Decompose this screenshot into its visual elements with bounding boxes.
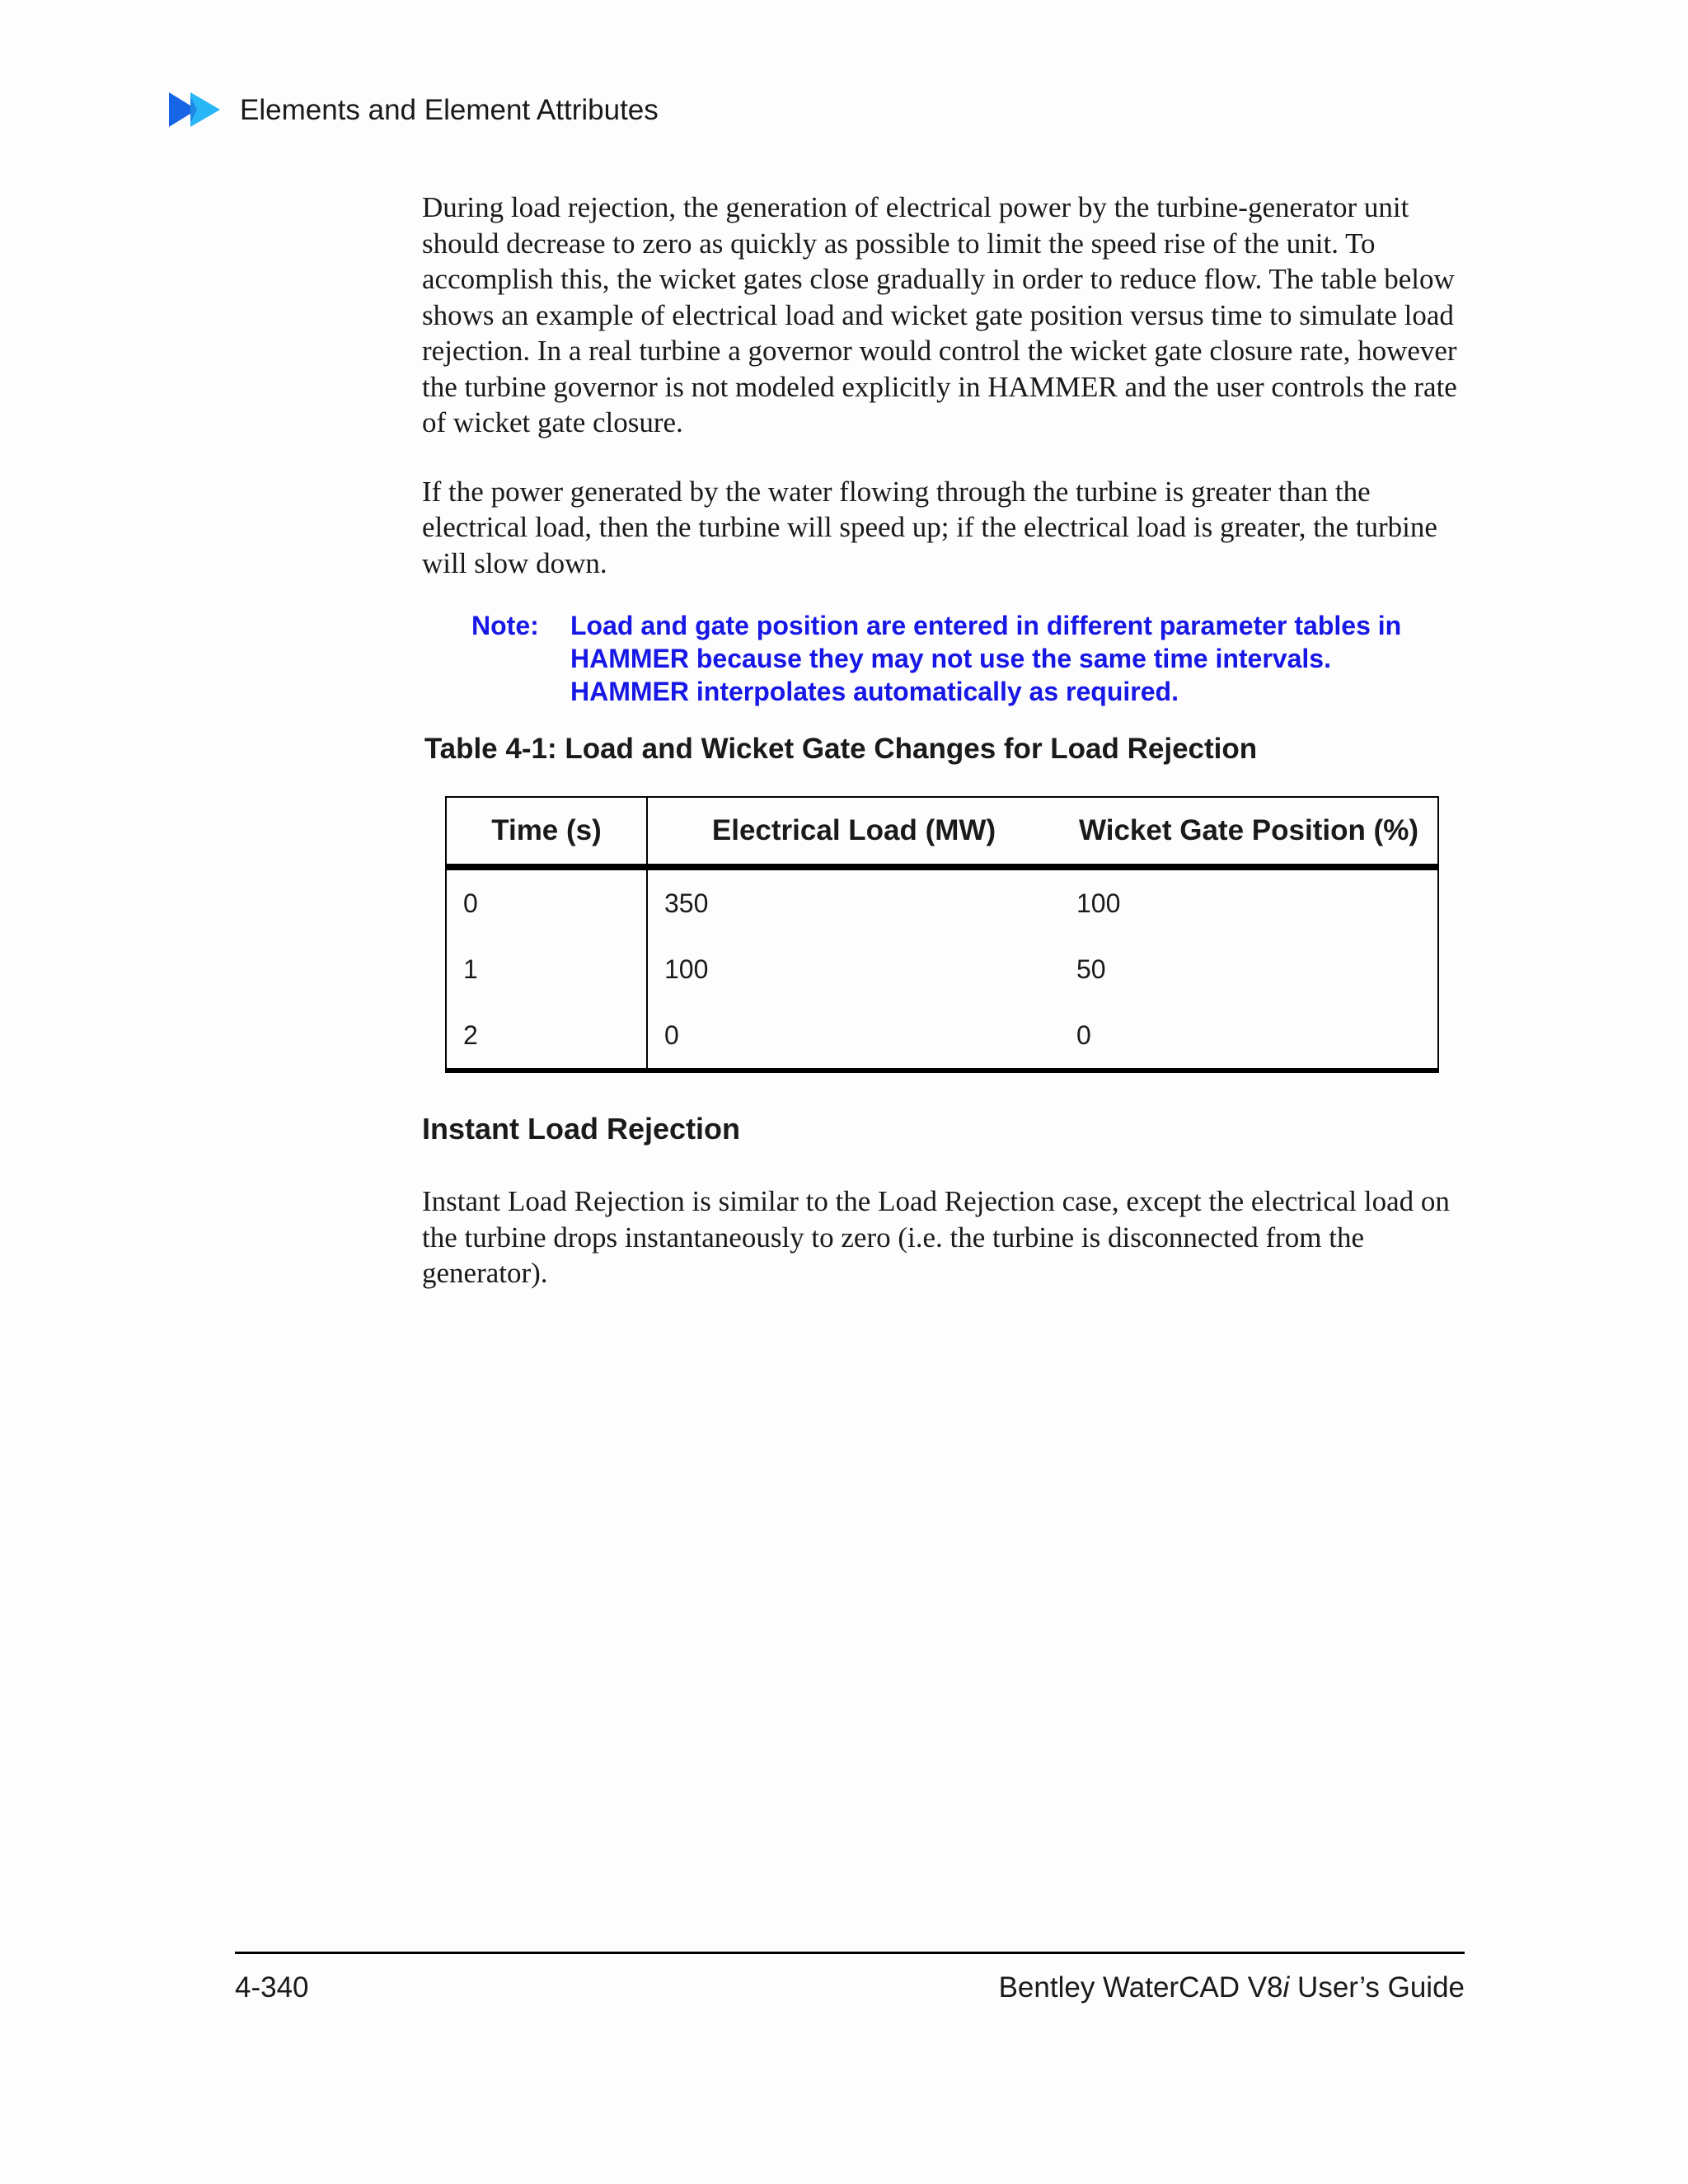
main-content	[422, 190, 1469, 769]
body-paragraph: If the power generated by the water flowing through the turbine is greater than the electrical load, then the turbine will speed up; if the electrical load is greater, the turbine will slow down.	[422, 475, 1437, 579]
table-row	[446, 936, 1438, 1002]
table-cell: 0	[446, 867, 647, 936]
table-cell: 100	[1060, 867, 1438, 936]
column-header-electrical-load: Electrical Load (MW)	[647, 797, 1060, 867]
note-callout	[471, 609, 1469, 708]
section-heading: Instant Load Rejection	[422, 1112, 741, 1146]
table-cell: 50	[1060, 936, 1438, 1002]
column-header-time: Time (s)	[446, 797, 647, 867]
guide-title-italic: i	[1282, 1971, 1290, 2004]
table-cell: 350	[664, 888, 709, 918]
table-cell: 100	[664, 954, 709, 984]
chapter-title: Elements and Element Attributes	[240, 93, 659, 126]
table-cell: 2	[446, 1002, 647, 1071]
footer-divider	[235, 1952, 1465, 1954]
load-rejection-table	[445, 796, 1439, 1073]
table-row	[446, 867, 1438, 936]
note-label: Note:	[471, 611, 539, 640]
double-arrow-icon	[169, 91, 223, 129]
note-text: Load and gate position are entered in different parameter tables in HAMMER because they may not use the same time intervals. HAMMER interpolates automatically as required.	[570, 611, 1402, 706]
guide-title-suffix: User’s Guide	[1289, 1971, 1465, 2004]
table-cell: 0	[647, 1002, 1060, 1071]
page-header	[169, 89, 659, 130]
page-number: 4-340	[235, 1971, 309, 2004]
table-caption: Table 4-1: Load and Wicket Gate Changes for Load Rejection	[424, 733, 1258, 765]
body-paragraph: During load rejection, the generation of electrical power by the turbine-generator unit should decrease to zero as quickly as possible to limit the speed rise of the unit. To accomplish this, the wicket gates close gradually in order to reduce flow. The table below shows an example of electrical load and wicket gate position versus time to simulate load rejection. In a real turbine a governor would control the wicket gate closure rate, however the turbine governor is not modeled explicitly in HAMMER and the user controls the rate of wicket gate closure.	[422, 191, 1457, 438]
table-row	[446, 1002, 1438, 1071]
table-cell: 0	[1060, 1002, 1438, 1071]
table-header-row	[446, 797, 1438, 867]
body-paragraph: Instant Load Rejection is similar to the Load Rejection case, except the electrical load on the turbine drops instantaneously to zero (i.e. the turbine is disconnected from the generator).	[422, 1185, 1450, 1289]
guide-title	[999, 1971, 1465, 2004]
table-cell: 1	[446, 936, 647, 1002]
column-header-wicket-gate-position: Wicket Gate Position (%)	[1060, 797, 1438, 867]
guide-title-prefix: Bentley WaterCAD V8	[998, 1971, 1283, 2004]
